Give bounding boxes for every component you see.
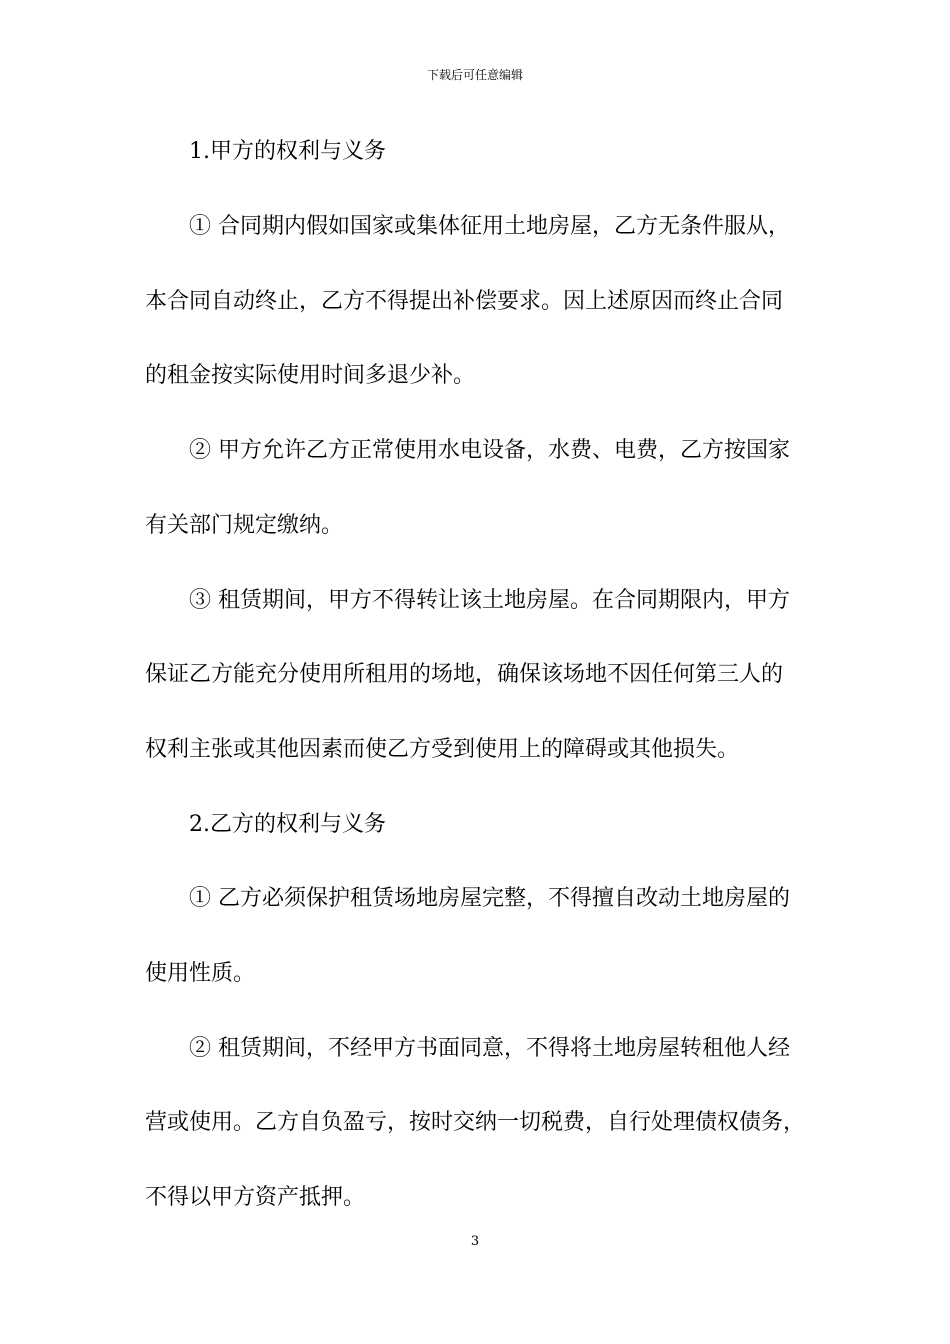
section-heading-party-b: 2.乙方的权利与义务	[189, 812, 386, 837]
paragraph-line: 不得以甲方资产抵押。	[145, 1185, 366, 1210]
paragraph-line: ① 合同期内假如国家或集体征用土地房屋，乙方无条件服从，	[189, 214, 790, 239]
paragraph-line: ② 租赁期间，不经甲方书面同意，不得将土地房屋转租他人经	[189, 1036, 790, 1061]
paragraph-line: 有关部门规定缴纳。	[145, 513, 344, 538]
paragraph-line: ③ 租赁期间，甲方不得转让该土地房屋。在合同期限内，甲方	[189, 588, 790, 613]
paragraph-line: 使用性质。	[145, 961, 256, 986]
section-heading-party-a: 1.甲方的权利与义务	[189, 139, 386, 164]
paragraph-line: 营或使用。乙方自负盈亏，按时交纳一切税费，自行处理债权债务，	[145, 1110, 806, 1135]
page-number: 3	[470, 1234, 480, 1249]
paragraph-line: ② 甲方允许乙方正常使用水电设备，水费、电费，乙方按国家	[189, 438, 790, 463]
header-note: 下载后可任意编辑	[426, 68, 523, 82]
paragraph-line: 本合同自动终止，乙方不得提出补偿要求。因上述原因而终止合同	[145, 289, 784, 314]
paragraph-line: 权利主张或其他因素而使乙方受到使用上的障碍或其他损失。	[145, 737, 740, 762]
paragraph-line: 的租金按实际使用时间多退少补。	[145, 363, 476, 388]
paragraph-line: ① 乙方必须保护租赁场地房屋完整，不得擅自改动土地房屋的	[189, 886, 790, 911]
paragraph-line: 保证乙方能充分使用所租用的场地，确保该场地不因任何第三人的	[145, 662, 784, 687]
